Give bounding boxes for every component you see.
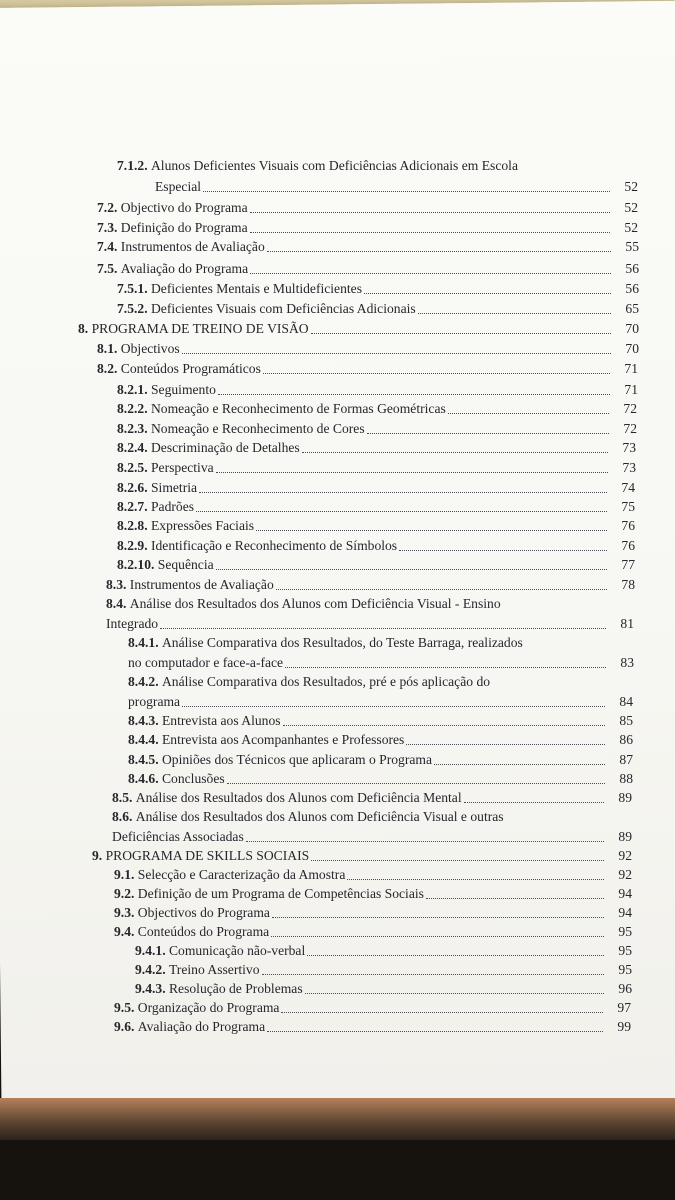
toc-leader-dots	[262, 974, 605, 975]
toc-entry	[117, 519, 254, 533]
toc-page-number: 73	[622, 460, 636, 475]
toc-entry-number: 8.2.4.	[117, 440, 151, 455]
toc-leader-dots	[283, 725, 605, 726]
toc-entry-number: 8.1.	[97, 341, 121, 356]
toc-page-number: 92	[618, 867, 632, 882]
toc-page-number: 99	[617, 1019, 631, 1034]
toc-page-number: 89	[618, 790, 632, 805]
toc-page-number: 52	[624, 200, 638, 215]
toc-entry-title: Organização do Programa	[137, 1000, 280, 1015]
toc-entry-number: 9.2.	[114, 886, 138, 901]
toc-entry	[117, 422, 365, 436]
toc-leader-dots	[272, 917, 604, 918]
toc-page-number: 74	[621, 480, 635, 495]
toc-entry	[92, 849, 309, 863]
toc-entry-number: 9.4.3.	[135, 981, 169, 996]
toc-page-number: 72	[623, 421, 637, 436]
toc-entry-title: Alunos Deficientes Visuais com Deficiências Adicionais em Escola	[150, 158, 518, 173]
toc-entry	[97, 201, 248, 215]
toc-entry	[135, 944, 305, 958]
toc-entry-number: 9.5.	[114, 1000, 138, 1015]
toc-leader-dots	[347, 879, 604, 880]
toc-page-number: 92	[618, 848, 632, 863]
toc-leader-dots	[182, 353, 611, 354]
toc-entry	[128, 772, 225, 786]
toc-leader-dots	[281, 1012, 603, 1013]
toc-leader-dots	[199, 492, 607, 493]
toc-leader-dots	[263, 373, 610, 374]
toc-page-number: 70	[625, 321, 639, 336]
toc-leader-dots	[250, 232, 610, 233]
toc-entry-number: 8.4.4.	[128, 732, 162, 747]
toc-entry-number: 9.4.1.	[135, 943, 169, 958]
background-dark	[0, 1140, 675, 1200]
toc-leader-dots	[464, 802, 604, 803]
toc-entry-title: Avaliação do Programa	[137, 1019, 266, 1034]
toc-entry-number: 9.6.	[114, 1019, 138, 1034]
toc-page-number: 77	[621, 557, 635, 572]
toc-entry	[97, 221, 248, 235]
toc-entry	[112, 810, 504, 824]
toc-entry-number: 8.2.5.	[117, 460, 151, 475]
toc-page-number: 76	[621, 538, 635, 553]
toc-entry	[135, 963, 260, 977]
toc-page-number: 94	[618, 886, 632, 901]
toc-page-number: 81	[620, 616, 634, 631]
toc-page-number: 89	[618, 829, 632, 844]
toc-entry	[106, 578, 274, 592]
toc-leader-dots	[426, 898, 604, 899]
toc-entry-title: Análise dos Resultados dos Alunos com Deficiência Visual - Ensino	[129, 596, 501, 611]
toc-entry-title: Deficiências Associadas	[112, 829, 244, 844]
toc-leader-dots	[267, 1031, 603, 1032]
toc-page-number: 72	[623, 401, 637, 416]
toc-leader-dots	[246, 841, 604, 842]
toc-entry-title: Selecção e Caracterização da Amostra	[137, 867, 346, 882]
toc-entry-number: 7.5.2.	[117, 301, 151, 316]
toc-entry	[155, 180, 201, 194]
toc-entry	[78, 322, 309, 336]
toc-entry-title: Identificação e Reconhecimento de Símbolos	[150, 538, 398, 553]
toc-page-number: 87	[619, 752, 633, 767]
toc-leader-dots	[218, 394, 610, 395]
toc-entry-number: 8.2.10.	[117, 557, 158, 572]
toc-leader-dots	[267, 251, 611, 252]
toc-leader-dots	[434, 764, 605, 765]
toc-entry-title: Especial	[155, 179, 202, 194]
toc-entry-title: Conteúdos Programáticos	[120, 361, 261, 376]
toc-entry	[117, 159, 518, 173]
toc-page-number: 71	[624, 382, 638, 397]
toc-page-number: 86	[619, 732, 633, 747]
toc-page-number: 95	[618, 924, 632, 939]
toc-entry-number: 8.4.1.	[128, 635, 162, 650]
toc-entry	[114, 868, 345, 882]
toc-entry-number: 8.2.2.	[117, 401, 151, 416]
toc-page-number: 95	[618, 943, 632, 958]
toc-entry-title: Opiniões dos Técnicos que aplicaram o Programa	[161, 752, 433, 767]
toc-entry-number: 9.3.	[114, 905, 138, 920]
toc-entry	[114, 1020, 265, 1034]
toc-leader-dots	[311, 333, 611, 334]
toc-entry	[117, 282, 362, 296]
toc-entry-number: 8.4.2.	[128, 674, 162, 689]
toc-entry-title: Análise Comparativa dos Resultados, do Teste Barraga, realizados	[161, 635, 523, 650]
toc-entry-title: Entrevista aos Alunos	[161, 713, 281, 728]
toc-entry	[97, 362, 261, 376]
toc-leader-dots	[406, 744, 605, 745]
toc-entry-title: Objectivos do Programa	[137, 905, 270, 920]
toc-page-number: 56	[625, 261, 639, 276]
toc-entry	[117, 402, 446, 416]
toc-entry-title: Instrumentos de Avaliação	[120, 239, 265, 254]
toc-entry	[128, 675, 490, 689]
toc-entry-number: 9.1.	[114, 867, 138, 882]
toc-entry	[128, 656, 283, 670]
toc-entry-number: 8.2.3.	[117, 421, 151, 436]
toc-leader-dots	[216, 569, 607, 570]
toc-entry-title: Perspectiva	[150, 460, 214, 475]
toc-entry-number: 7.1.2.	[117, 158, 151, 173]
toc-entry	[97, 262, 248, 276]
toc-entry-title: Deficientes Visuais com Deficiências Adicionais	[150, 301, 416, 316]
page-bottom-edge	[0, 1098, 675, 1140]
toc-leader-dots	[227, 783, 605, 784]
toc-entry-title: Deficientes Mentais e Multideficientes	[150, 281, 362, 296]
toc-entry-title: Descriminação de Detalhes	[150, 440, 300, 455]
toc-leader-dots	[182, 706, 605, 707]
toc-entry-title: Integrado	[106, 616, 159, 631]
toc-entry-title: Análise dos Resultados dos Alunos com Deficiência Visual e outras	[135, 809, 504, 824]
toc-entry-number: 8.4.3.	[128, 713, 162, 728]
toc-entry-title: Nomeação e Reconhecimento de Cores	[150, 421, 365, 436]
toc-page-number: 65	[625, 301, 639, 316]
toc-entry-title: programa	[128, 694, 181, 709]
toc-leader-dots	[250, 212, 610, 213]
toc-entry-title: Avaliação do Programa	[120, 261, 249, 276]
toc-page-number: 78	[621, 577, 635, 592]
toc-entry-number: 7.4.	[97, 239, 121, 254]
toc-entry-number: 8.2.8.	[117, 518, 151, 533]
toc-leader-dots	[302, 452, 608, 453]
toc-entry	[97, 240, 265, 254]
toc-page-number: 83	[620, 655, 634, 670]
toc-entry	[117, 461, 214, 475]
toc-entry-number: 9.	[92, 848, 106, 863]
toc-entry-number: 8.2.	[97, 361, 121, 376]
toc-entry-title: Sequência	[157, 557, 214, 572]
toc-leader-dots	[160, 628, 606, 629]
toc-leader-dots	[311, 860, 604, 861]
toc-page-number: 96	[618, 981, 632, 996]
toc-entry	[112, 830, 244, 844]
toc-entry	[128, 695, 180, 709]
toc-leader-dots	[216, 472, 608, 473]
toc-entry-title: Definição de um Programa de Competências Sociais	[137, 886, 424, 901]
toc-entry-title: Treino Assertivo	[168, 962, 260, 977]
toc-entry	[117, 539, 397, 553]
toc-entry-number: 8.2.6.	[117, 480, 151, 495]
toc-leader-dots	[196, 511, 607, 512]
toc-entry	[117, 481, 197, 495]
toc-entry	[114, 887, 424, 901]
toc-entry	[106, 617, 158, 631]
toc-entry	[114, 906, 270, 920]
toc-entry-number: 7.3.	[97, 220, 121, 235]
toc-entry-title: Nomeação e Reconhecimento de Formas Geométricas	[150, 401, 446, 416]
toc-leader-dots	[364, 293, 611, 294]
toc-page-number: 97	[617, 1000, 631, 1015]
toc-leader-dots	[250, 273, 611, 274]
toc-entry-title: Conteúdos do Programa	[137, 924, 270, 939]
toc-entry-number: 8.5.	[112, 790, 136, 805]
toc-leader-dots	[256, 530, 607, 531]
toc-page-number: 52	[624, 220, 638, 235]
toc-entry-number: 8.3.	[106, 577, 130, 592]
toc-page-number: 55	[625, 239, 639, 254]
toc-page-number: 52	[624, 179, 638, 194]
toc-leader-dots	[271, 936, 604, 937]
toc-entry	[128, 636, 523, 650]
toc-page-number: 95	[618, 962, 632, 977]
toc-entry	[106, 597, 501, 611]
toc-entry	[128, 733, 404, 747]
toc-entry-title: PROGRAMA DE TREINO DE VISÃO	[91, 321, 309, 336]
toc-entry	[128, 753, 432, 767]
toc-entry-number: 8.6.	[112, 809, 136, 824]
toc-entry-title: Objectivos	[120, 341, 180, 356]
toc-entry	[128, 714, 281, 728]
toc-leader-dots	[305, 993, 604, 994]
toc-entry-title: Análise Comparativa dos Resultados, pré e pós aplicação do	[161, 674, 491, 689]
toc-entry-number: 8.	[78, 321, 92, 336]
toc-entry-number: 8.2.9.	[117, 538, 151, 553]
toc-entry-title: Conclusões	[161, 771, 225, 786]
toc-leader-dots	[203, 191, 610, 192]
toc-entry	[117, 441, 300, 455]
toc-page-number: 73	[622, 440, 636, 455]
toc-leader-dots	[307, 955, 604, 956]
toc-page-number: 76	[621, 518, 635, 533]
toc-entry-title: Expressões Faciais	[150, 518, 255, 533]
toc-entry-number: 9.4.	[114, 924, 138, 939]
toc-entry-title: Resolução de Problemas	[168, 981, 303, 996]
toc-entry-title: Instrumentos de Avaliação	[129, 577, 274, 592]
toc-entry-number: 9.4.2.	[135, 962, 169, 977]
toc-page-number: 70	[625, 341, 639, 356]
toc-entry-title: Simetria	[150, 480, 198, 495]
toc-entry-number: 7.5.	[97, 261, 121, 276]
toc-leader-dots	[285, 667, 606, 668]
toc-entry	[117, 558, 214, 572]
toc-entry-title: PROGRAMA DE SKILLS SOCIAIS	[105, 848, 310, 863]
toc-entry-number: 8.2.7.	[117, 499, 151, 514]
toc-page-number: 84	[619, 694, 633, 709]
toc-entry-title: Análise dos Resultados dos Alunos com Deficiência Mental	[135, 790, 462, 805]
toc-entry-number: 8.2.1.	[117, 382, 151, 397]
toc-page-number: 94	[618, 905, 632, 920]
toc-entry-number: 8.4.	[106, 596, 130, 611]
toc-entry-title: Comunicação não-verbal	[168, 943, 306, 958]
toc-entry	[135, 982, 303, 996]
toc-entry-number: 7.5.1.	[117, 281, 151, 296]
toc-entry-title: Objectivo do Programa	[120, 200, 248, 215]
toc-entry-title: Entrevista aos Acompanhantes e Professores	[161, 732, 405, 747]
toc-entry	[117, 383, 216, 397]
toc-entry	[97, 342, 180, 356]
toc-leader-dots	[367, 433, 609, 434]
toc-entry	[117, 500, 194, 514]
toc-entry-title: no computador e face-a-face	[128, 655, 284, 670]
toc-page-number: 56	[625, 281, 639, 296]
toc-entry-title: Definição do Programa	[120, 220, 248, 235]
toc-leader-dots	[448, 413, 609, 414]
toc-leader-dots	[276, 589, 607, 590]
toc-page-number: 71	[624, 361, 638, 376]
toc-entry	[114, 1001, 279, 1015]
toc-leader-dots	[399, 550, 607, 551]
toc-page-number: 88	[619, 771, 633, 786]
toc-page-number: 75	[621, 499, 635, 514]
toc-entry-number: 8.4.5.	[128, 752, 162, 767]
toc-entry-title: Seguimento	[150, 382, 216, 397]
toc-leader-dots	[418, 313, 611, 314]
toc-entry-title: Padrões	[150, 499, 195, 514]
toc-entry	[112, 791, 462, 805]
toc-entry-number: 7.2.	[97, 200, 121, 215]
toc-entry	[114, 925, 269, 939]
toc-entry-number: 8.4.6.	[128, 771, 162, 786]
toc-page-number: 85	[619, 713, 633, 728]
toc-entry	[117, 302, 416, 316]
